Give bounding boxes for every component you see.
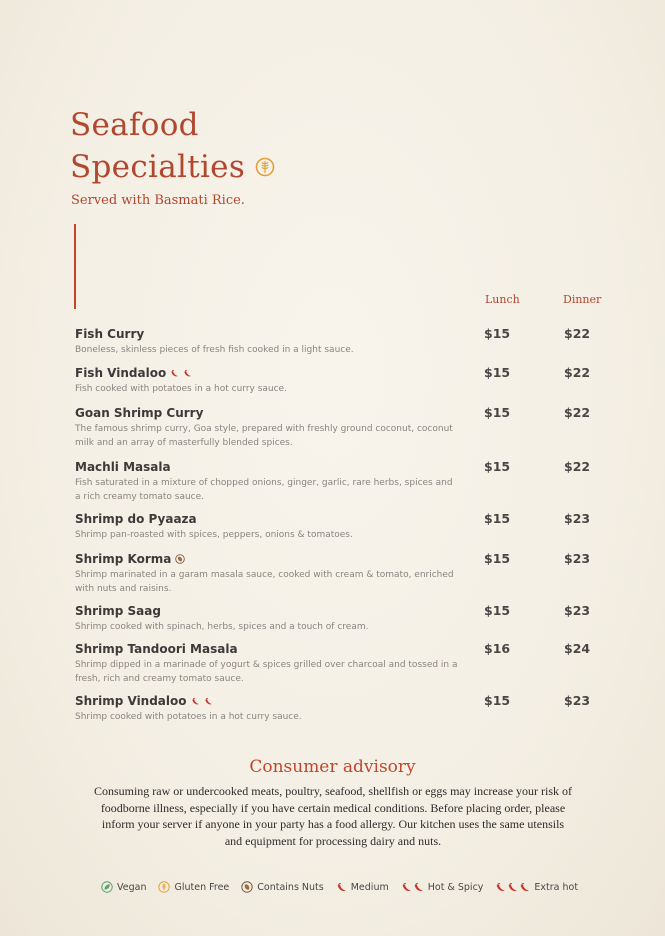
column-header-dinner: Dinner [563, 293, 602, 306]
legend-hot [401, 882, 484, 893]
chili-pepper-icon [191, 697, 200, 706]
nut-icon [241, 881, 253, 893]
item-name: Shrimp Saag [75, 604, 161, 618]
page-title [70, 104, 275, 188]
chili-pepper-icon [413, 882, 424, 893]
lunch-price: $15 [484, 603, 511, 618]
lunch-price: $15 [484, 405, 511, 420]
dinner-price: $22 [564, 459, 591, 474]
menu-item [75, 365, 635, 397]
item-name: Fish Vindaloo [75, 366, 167, 380]
item-description: Fish cooked with potatoes in a hot curry sauce. [75, 384, 287, 394]
chili-pepper-icon [495, 882, 506, 893]
item-name: Fish Curry [75, 327, 145, 341]
chili-pepper-icon [507, 882, 518, 893]
spice-level-hot [191, 694, 213, 708]
lunch-price: $15 [484, 693, 511, 708]
dinner-price: $23 [564, 511, 591, 526]
item-name-row [75, 405, 635, 421]
lunch-price: $15 [484, 459, 511, 474]
item-name-row [75, 326, 635, 342]
item-description: The famous shrimp curry, Goa style, prepared with freshly ground coconut, coconut milk and an array of masterfully blended spices. [75, 424, 453, 448]
gluten-free-icon [255, 157, 275, 177]
legend-vegan [101, 881, 146, 893]
lunch-price: $15 [484, 551, 511, 566]
dinner-price: $22 [564, 326, 591, 341]
menu-item [75, 459, 635, 504]
item-name-row [75, 693, 635, 709]
title-line-2: Specialties [70, 149, 246, 185]
chili-triple [495, 882, 530, 893]
chili-pepper-icon [204, 697, 213, 706]
legend-vegan-label: Vegan [117, 881, 147, 893]
chili-pair [401, 882, 424, 893]
legend-medium [336, 882, 389, 893]
item-name-row [75, 365, 635, 381]
legend-gluten-free-label: Gluten Free [174, 881, 230, 893]
chili-pepper-icon [336, 882, 347, 893]
dinner-price: $23 [564, 603, 591, 618]
legend-hot-label: Hot & Spicy [427, 881, 484, 893]
item-name: Machli Masala [75, 460, 171, 474]
legend-extra-hot-label: Extra hot [534, 881, 579, 893]
accent-divider [74, 224, 76, 309]
menu-item [75, 641, 635, 686]
chili-pepper-icon [170, 369, 179, 378]
item-description: Shrimp cooked with spinach, herbs, spices and a touch of cream. [75, 622, 369, 632]
item-name: Shrimp Vindaloo [75, 694, 187, 708]
menu-item [75, 603, 635, 635]
item-name-row [75, 641, 635, 657]
legend-nuts [241, 881, 323, 893]
item-name-row [75, 459, 635, 475]
legend [101, 881, 590, 893]
item-description: Shrimp dipped in a marinade of yogurt & spices grilled over charcoal and tossed in a fresh, rich and creamy tomato sauce. [75, 660, 458, 684]
chili-pepper-icon [519, 882, 530, 893]
menu-item [75, 405, 635, 450]
advisory-title: Consumer advisory [249, 757, 416, 777]
leaf-icon [101, 881, 113, 893]
nut-icon [175, 554, 185, 564]
item-name-row [75, 603, 635, 619]
legend-medium-label: Medium [350, 881, 389, 893]
item-description: Shrimp cooked with potatoes in a hot curry sauce. [75, 712, 302, 722]
column-header-lunch: Lunch [485, 293, 520, 306]
item-name: Shrimp Tandoori Masala [75, 642, 238, 656]
wheat-circle-icon [158, 881, 170, 893]
item-name: Shrimp Korma [75, 552, 172, 566]
menu-item [75, 326, 635, 358]
chili-pepper-icon [183, 369, 192, 378]
item-name: Shrimp do Pyaaza [75, 512, 197, 526]
menu-item [75, 551, 635, 596]
dinner-price: $22 [564, 365, 591, 380]
item-description: Fish saturated in a mixture of chopped onions, ginger, garlic, rare herbs, spices and a rich creamy tomato sauce. [75, 478, 453, 502]
advisory-text: Consuming raw or undercooked meats, poultry, seafood, shellfish or eggs may increase your risk of foodborne illness, especially if you have certain medical conditions. Before placing order, please inform your server if anyone in your party has a food allergy. Our kitchen uses the same utensils and equipment for processing dairy and nuts. [93, 784, 573, 848]
dinner-price: $23 [564, 693, 591, 708]
lunch-price: $15 [484, 511, 511, 526]
item-description: Shrimp pan-roasted with spices, peppers, onions & tomatoes. [75, 530, 353, 540]
dinner-price: $23 [564, 551, 591, 566]
menu-item [75, 693, 635, 725]
item-name-row [75, 511, 635, 527]
legend-extra-hot [495, 882, 578, 893]
menu-item [75, 511, 635, 543]
lunch-price: $15 [484, 326, 511, 341]
lunch-price: $15 [484, 365, 511, 380]
legend-gluten-free [158, 881, 229, 893]
lunch-price: $16 [484, 641, 511, 656]
spice-level-hot [170, 366, 192, 380]
dinner-price: $22 [564, 405, 591, 420]
legend-nuts-label: Contains Nuts [257, 881, 324, 893]
item-description: Shrimp marinated in a garam masala sauce, cooked with cream & tomato, enriched with nuts and raisins. [75, 570, 454, 594]
item-description: Boneless, skinless pieces of fresh fish cooked in a light sauce. [75, 345, 354, 355]
item-name: Goan Shrimp Curry [75, 406, 204, 420]
subtitle: Served with Basmati Rice. [71, 193, 245, 208]
chili-pepper-icon [401, 882, 412, 893]
title-line-1: Seafood [70, 107, 199, 143]
item-name-row [75, 551, 635, 567]
dinner-price: $24 [564, 641, 591, 656]
